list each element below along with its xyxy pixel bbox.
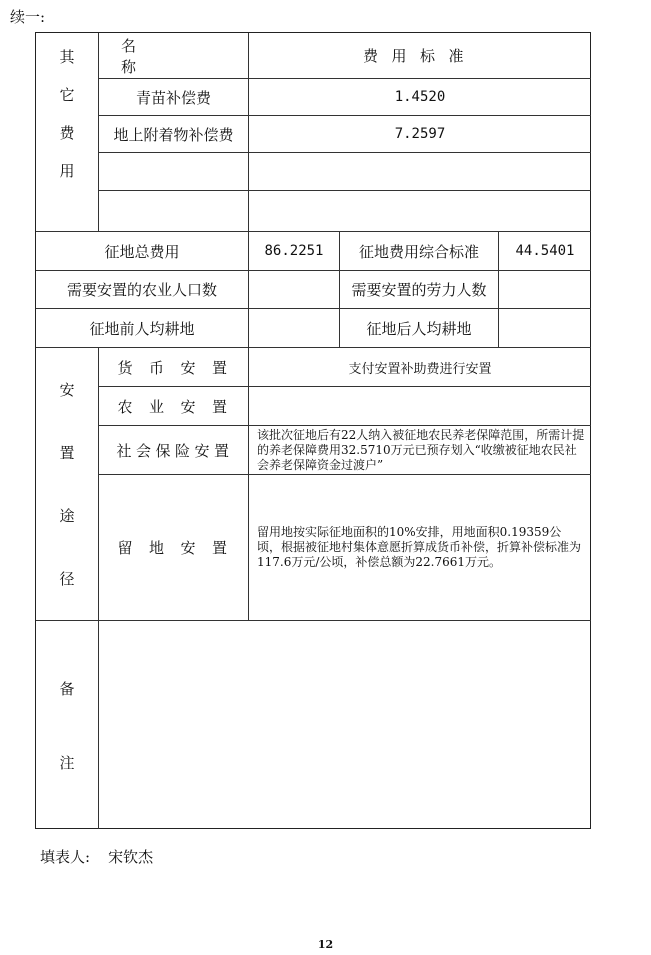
filler-label: 填表人: bbox=[40, 848, 91, 866]
name-header-text: 名称 bbox=[121, 36, 200, 76]
remarks-content bbox=[99, 621, 591, 829]
farmland-before-value bbox=[249, 309, 339, 347]
fee-name-cell: 青苗补偿费 bbox=[135, 88, 211, 107]
fee-name-cell bbox=[99, 191, 248, 231]
monetary-resettlement-text: 支付安置补助费进行安置 bbox=[348, 361, 492, 377]
filler-line bbox=[40, 846, 171, 867]
fee-value-cell: 7.2597 bbox=[394, 126, 446, 142]
farmland-after-value bbox=[499, 309, 591, 347]
rural-population-value bbox=[249, 271, 339, 308]
agricultural-resettlement-label: 农业安置 bbox=[117, 397, 244, 416]
land-acquisition-table bbox=[35, 32, 591, 829]
other-fees-section-label bbox=[36, 33, 98, 193]
fee-name-cell bbox=[99, 153, 248, 190]
farmland-before-label: 征地前人均耕地 bbox=[89, 319, 195, 338]
total-cost-value: 86.2251 bbox=[264, 243, 324, 259]
fee-value-cell bbox=[249, 191, 591, 231]
composite-standard-label: 征地费用综合标准 bbox=[358, 242, 479, 261]
total-cost-label: 征地总费用 bbox=[104, 242, 180, 261]
social-insurance-label: 社会保险安置 bbox=[116, 441, 234, 460]
reserved-land-text: 留用地按实际征地面积的10%安排，用地面积0.19359公顷，根据被征地村集体意愿折算成货币补偿，折算补偿标准为117.6万元/公顷，补偿总额为22.7661万元。 bbox=[257, 525, 582, 569]
farmland-after-label: 征地后人均耕地 bbox=[366, 319, 472, 338]
section-char: 途 bbox=[59, 507, 75, 525]
fee-value-cell bbox=[249, 153, 591, 190]
section-char: 置 bbox=[59, 444, 75, 462]
fee-name-cell: 地上附着物补偿费 bbox=[113, 125, 234, 144]
rural-population-label: 需要安置的农业人口数 bbox=[66, 281, 217, 299]
labor-count-value bbox=[499, 271, 591, 308]
name-column-header bbox=[99, 33, 248, 78]
resettlement-section-label bbox=[36, 348, 98, 620]
remarks-label bbox=[36, 621, 98, 829]
labor-count-label: 需要安置的劳力人数 bbox=[351, 281, 487, 299]
agricultural-resettlement-text bbox=[249, 387, 591, 425]
remarks-char: 注 bbox=[59, 753, 75, 772]
section-char: 径 bbox=[59, 570, 75, 588]
composite-standard-value: 44.5401 bbox=[515, 243, 575, 259]
reserved-land-label: 留地安置 bbox=[117, 539, 244, 557]
section-char: 其 bbox=[59, 47, 75, 66]
continued-label: 续一: bbox=[10, 8, 46, 26]
filler-name: 宋钦杰 bbox=[108, 848, 154, 866]
section-char: 安 bbox=[59, 381, 75, 399]
fee-value-cell: 1.4520 bbox=[394, 89, 446, 105]
remarks-char: 备 bbox=[59, 679, 75, 698]
section-char: 用 bbox=[59, 161, 75, 180]
section-char: 它 bbox=[59, 85, 75, 104]
monetary-resettlement-label: 货币安置 bbox=[117, 358, 244, 377]
section-char: 费 bbox=[59, 123, 75, 142]
social-insurance-text: 该批次征地后有22人纳入被征地农民养老保障范围，所需计提的养老保障费用32.5710万元已预存划入“收缴被征地农民社会养老保障资金过渡户” bbox=[257, 427, 585, 472]
page-number: 12 bbox=[317, 938, 334, 951]
standard-header: 费用标准 bbox=[362, 47, 477, 65]
